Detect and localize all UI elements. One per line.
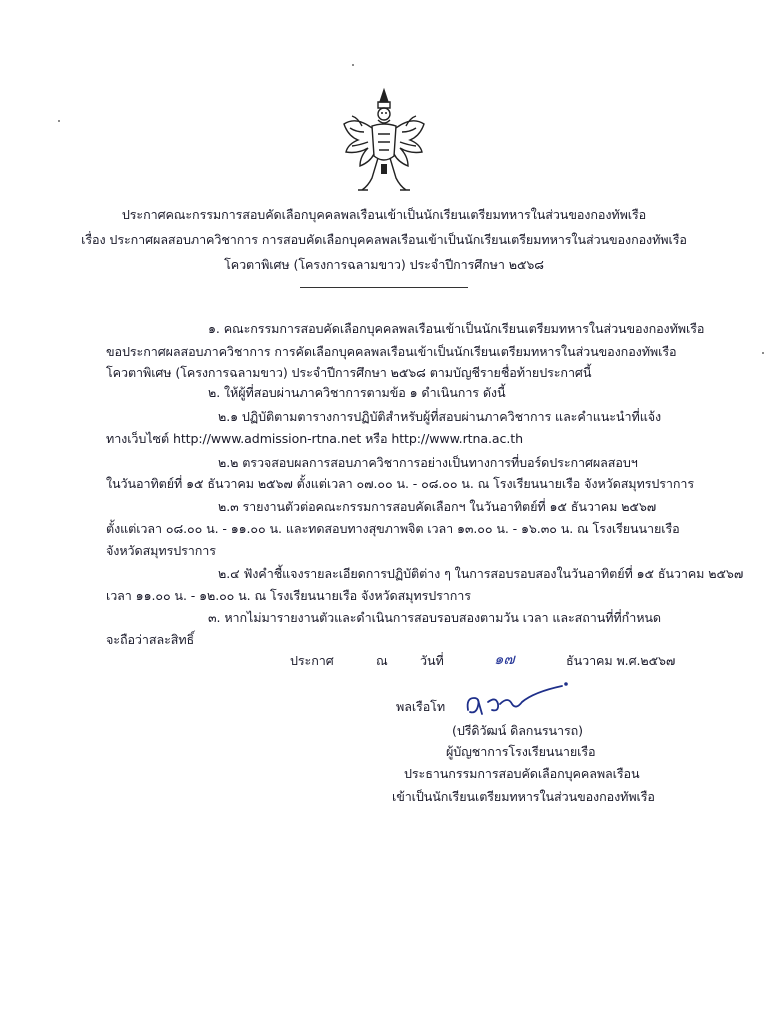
item-1-cont2: โควตาพิเศษ (โครงการฉลามขาว) ประจำปีการศึกษา ๒๕๖๘ ตามบัญชีรายชื่อท้ายประกาศนี้: [106, 365, 592, 380]
item-1-cont: ขอประกาศผลสอบภาควิชาการ การคัดเลือกบุคคลพลเรือนเข้าเป็นนักเรียนเตรียมทหารในส่วนของกองทัพเรือ: [106, 344, 677, 359]
item-2-1: ๒.๑ ปฏิบัติตามตารางการปฏิบัติสำหรับผู้ที่สอบผ่านภาควิชาการ และคำแนะนำที่แจ้ง: [218, 409, 662, 424]
signer-name: (ปรีดิวัฒน์ ดิลกนรนารถ): [452, 723, 583, 738]
item-2-3-cont: ตั้งแต่เวลา ๐๘.๐๐ น. - ๑๑.๐๐ น. และทดสอบทางสุขภาพจิต เวลา ๑๓.๐๐ น. - ๑๖.๓๐ น. ณ โรงเรียนนายเรือ: [106, 521, 680, 536]
announcement-title: ประกาศคณะกรรมการสอบคัดเลือกบุคคลพลเรือนเข้าเป็นนักเรียนเตรียมทหารในส่วนของกองทัพเรือ: [121, 207, 647, 222]
item-2-3: ๒.๓ รายงานตัวต่อคณะกรรมการสอบคัดเลือกฯ ในวันอาทิตย์ที่ ๑๕ ธันวาคม ๒๕๖๗: [218, 499, 657, 514]
scan-speck: [58, 120, 60, 122]
dateline-day-label: วันที่: [420, 653, 444, 668]
announcement-subject: เรื่อง ประกาศผลสอบภาควิชาการ การสอบคัดเลือกบุคคลพลเรือนเข้าเป็นนักเรียนเตรียมทหารในส่วนของกองทัพเรือ: [81, 232, 687, 247]
dateline-month-year: ธันวาคม พ.ศ.๒๕๖๗: [566, 653, 676, 668]
dateline-day: ๑๗: [494, 650, 515, 668]
header-divider: [300, 287, 468, 288]
signer-rank: พลเรือโท: [396, 699, 446, 714]
announcement-subject-cont: โควตาพิเศษ (โครงการฉลามขาว) ประจำปีการศึกษา ๒๕๖๘: [224, 257, 544, 272]
item-2-4: ๒.๔ ฟังคำชี้แจงรายละเอียดการปฏิบัติต่าง ๆ ในการสอบรอบสองในวันอาทิตย์ที่ ๑๕ ธันวาคม ๒๕๖๗: [218, 566, 744, 581]
signer-title-2: ประธานกรรมการสอบคัดเลือกบุคคลพลเรือน: [404, 766, 640, 781]
scan-speck: [762, 352, 764, 354]
item-2-3-cont2: จังหวัดสมุทรปราการ: [106, 543, 216, 558]
garuda-emblem-icon: [338, 86, 430, 198]
signer-title-1: ผู้บัญชาการโรงเรียนนายเรือ: [446, 744, 596, 759]
item-2-2-cont: ในวันอาทิตย์ที่ ๑๕ ธันวาคม ๒๕๖๗ ตั้งแต่เวลา ๐๗.๐๐ น. - ๐๘.๐๐ น. ณ โรงเรียนนายเรือ จังหวัดสมุทรปราการ: [106, 476, 695, 491]
item-2-1-website: ทางเว็บไซต์ http://www.admission-rtna.net หรือ http://www.rtna.ac.th: [106, 431, 523, 446]
item-2: ๒. ให้ผู้ที่สอบผ่านภาควิชาการตามข้อ ๑ ดำเนินการ ดังนี้: [208, 385, 506, 400]
signer-title-3: เข้าเป็นนักเรียนเตรียมทหารในส่วนของกองทัพเรือ: [392, 789, 655, 804]
item-1: ๑. คณะกรรมการสอบคัดเลือกบุคคลพลเรือนเข้าเป็นนักเรียนเตรียมทหารในส่วนของกองทัพเรือ: [208, 321, 705, 336]
handwritten-signature-icon: [462, 680, 572, 720]
item-2-2: ๒.๒ ตรวจสอบผลการสอบภาควิชาการอย่างเป็นทางการที่บอร์ดประกาศผลสอบฯ: [218, 455, 638, 470]
item-3: ๓. หากไม่มารายงานตัวและดำเนินการสอบรอบสองตามวัน เวลา และสถานที่ที่กำหนด: [208, 610, 662, 625]
scan-speck: [352, 64, 354, 66]
dateline-at: ณ: [376, 653, 388, 668]
item-2-4-cont: เวลา ๑๑.๐๐ น. - ๑๒.๐๐ น. ณ โรงเรียนนายเรือ จังหวัดสมุทรปราการ: [106, 588, 471, 603]
dateline-announce: ประกาศ: [290, 653, 334, 668]
item-3-cont: จะถือว่าสละสิทธิ์: [106, 632, 195, 647]
